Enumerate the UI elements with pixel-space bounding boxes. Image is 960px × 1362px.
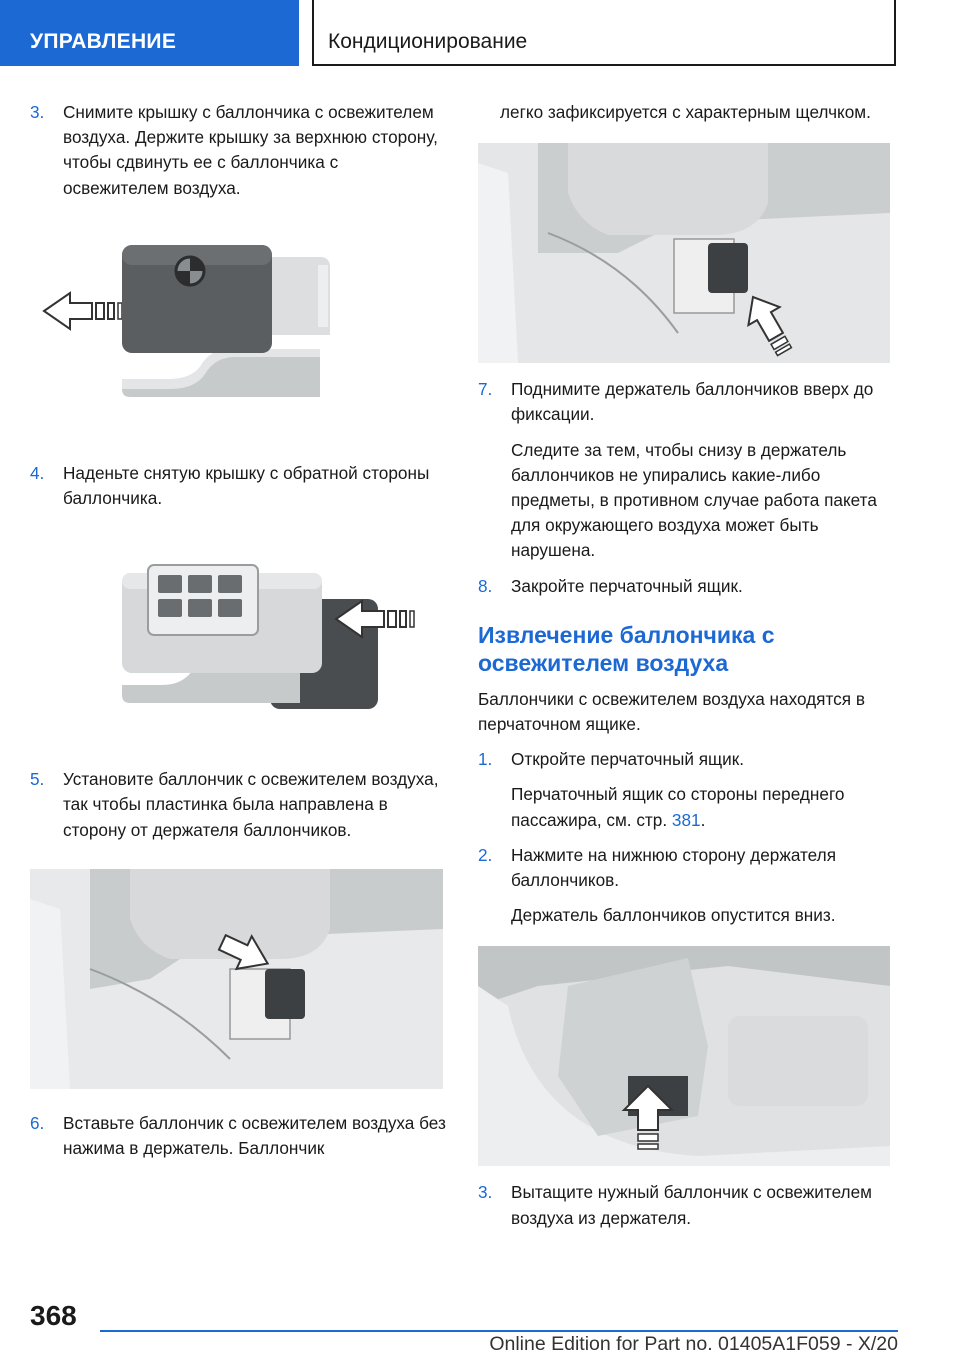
arrow-left-icon (44, 293, 122, 329)
step-text: Нажмите на нижнюю сторону держателя баллончиков. (511, 844, 837, 891)
step-number: 8. (478, 575, 493, 596)
step-6-continuation: легко зафиксируется с характерным щелчком. (500, 102, 871, 122)
step-number: 2. (478, 844, 493, 865)
section-heading: Извлечение баллончика с освежителем воздуха (478, 621, 775, 676)
page-number: 368 (30, 1300, 77, 1331)
remove-step-2 (478, 843, 898, 893)
step-number: 7. (478, 379, 493, 400)
step-number: 3. (30, 102, 45, 122)
step-text: Наденьте снятую крышку с обратной стороны баллончика. (63, 462, 430, 509)
page-link[interactable]: 381 (671, 809, 701, 830)
remove-step-2-note: Держатель баллончиков опустится вниз. (511, 905, 836, 926)
edition-text: Online Edition for Part no. 01405A1F059 - X/20 (489, 1333, 898, 1355)
figure-insert-holder (30, 869, 443, 1089)
step-number: 6. (30, 1112, 45, 1133)
step-7 (478, 377, 898, 427)
step-text: Вставьте баллончик с освежителем воздуха без нажима в держатель. Баллончик (63, 1112, 446, 1159)
section-tab: УПРАВЛЕНИЕ (0, 0, 299, 66)
note-text: Перчаточный ящик со стороны переднего пассажира, см. стр. (511, 784, 845, 830)
step-text: Снимите крышку с баллончика с освежителем воздуха. Держите крышку за верхнюю сторону, чтобы сдвинуть ее с баллончика с освежителем воздуха. (63, 102, 438, 198)
step-text: Откройте перчаточный ящик. (511, 749, 745, 770)
left-column (30, 100, 448, 1161)
note-end: . (700, 809, 706, 830)
step-8 (478, 574, 898, 599)
right-column (478, 100, 898, 1231)
step-number: 3. (478, 1182, 493, 1203)
figure-remove-cap (30, 239, 448, 439)
figure-lower-holder (478, 946, 890, 1166)
section-intro: Баллончики с освежителем воздуха находятся в перчаточном ящике. (478, 688, 865, 735)
step-7-note: Следите за тем, чтобы снизу в держатель баллончиков не упирались какие-либо предметы, в противном случае работа пакета для окружающего воздуха может быть нарушена. (511, 439, 877, 561)
step-text: Установите баллончик с освежителем воздуха, так чтобы пластинка была направлена в сторону от держателя баллончиков. (63, 769, 439, 840)
remove-step-1-note (478, 782, 898, 832)
figure-click-holder (478, 143, 890, 363)
step-number: 1. (478, 749, 493, 770)
figure-attach-cap (30, 547, 448, 747)
step-6 (30, 1111, 448, 1161)
step-text: Поднимите держатель баллончиков вверх до фиксации. (511, 379, 874, 425)
step-4 (30, 461, 448, 511)
step-3 (30, 100, 448, 201)
step-5 (30, 767, 448, 843)
chapter-title: Кондиционирование (312, 0, 896, 66)
remove-step-3 (478, 1180, 898, 1230)
step-text: Закройте перчаточный ящик. (511, 575, 743, 596)
step-text: Вытащите нужный баллончик с освежителем воздуха из держателя. (511, 1182, 872, 1228)
footer-divider (100, 1330, 898, 1332)
step-number: 5. (30, 769, 45, 790)
step-number: 4. (30, 462, 45, 483)
remove-step-1 (478, 747, 898, 772)
